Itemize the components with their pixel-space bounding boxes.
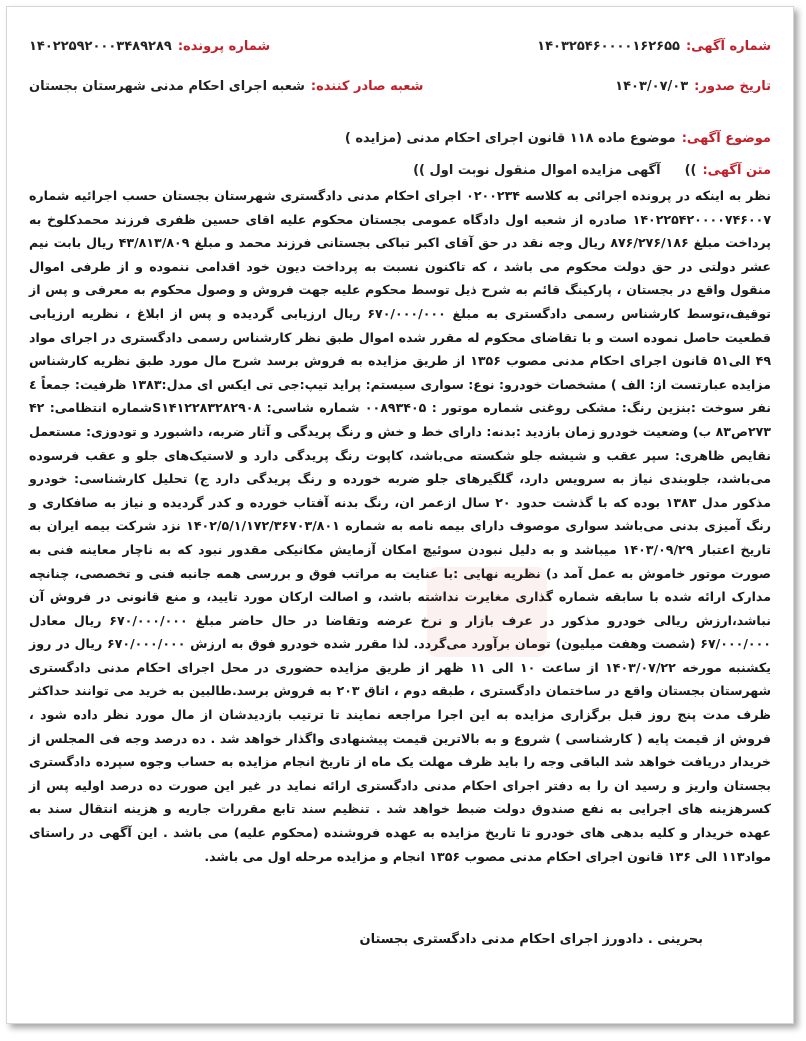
text-header-field (413, 163, 771, 178)
case-number: ۱۴۰۲۲۵۹۲۰۰۰۳۴۸۹۲۸۹ (29, 39, 172, 54)
notice-number-label: شماره آگهی: (685, 39, 771, 54)
issue-date-field (615, 79, 771, 94)
issuing-branch: شعبه اجرای احکام مدنی شهرستان بجستان (29, 79, 305, 94)
subject-row (29, 131, 771, 146)
issue-date-label: تاریخ صدور: (694, 79, 771, 94)
notice-number: ۱۴۰۳۲۵۴۶۰۰۰۰۱۶۲۶۵۵ (537, 39, 680, 54)
issuing-branch-label: شعبه صادر کننده: (310, 79, 424, 94)
signature: بحرینی . دادورز اجرای احکام مدنی دادگستری بجستان (359, 932, 703, 947)
case-number-label: شماره پرونده: (177, 39, 271, 54)
header-row-numbers (29, 39, 771, 54)
header-row-date-branch (29, 79, 771, 94)
notice-number-field (537, 39, 771, 54)
watermark-logo (427, 567, 547, 657)
notice-body: نظر به اینکه در پرونده اجرائی به کلاسه ۰۲۰۰۲۳۴ اجرای احکام مدنی دادگستری شهرستان بجستان حسب اجرائیه شماره ۱۴۰۲۲۵۴۲۰۰۰۰۷۴۶۰۰۷ صادره از شعبه اول دادگاه عمومی بجستان محکوم علیه اقای حسین ظفری فرزند محمدکلوخ به پرداخت مبلغ ۸۷۶/۲۷۶/۱۸۶ ریال وجه نقد در حق آقای اکبر تباکی بجستانی فرزند محمد و مبلغ ۴۳/۸۱۳/۸۰۹ ریال بابت نیم عشر دولتی در حق دولت محکوم می باشد ، که تاکنون نسبت به پرداخت دیون خود اقدامی ننموده و از طرفی اموال منقول واقع در بجستان ، پارکینگ قائم به شرح ذیل توسط محکوم علیه جهت فروش و وصول محکوم به معرفی و پس از توقیف،توسط کارشناس رسمی دادگستری به مبلغ ۶۷۰/۰۰۰/۰۰۰ ریال ارزیابی گردیده و پس از ابلاغ ، نظریه ارزیابی قطعیت حاصل نموده است و با تقاضای محکوم له مقرر شده اموال طبق نظر کارشناس رسمی دادگستری در اجرای مواد ۴۹ الی۵۱ قانون اجرای احکام مدنی مصوب ۱۳۵۶ از طریق مزایده به فروش برسد شرح مال مورد طبق نظریه کارشناس مزایده عبارتست از: الف ) مشخصات خودرو: نوع: سواری سیستم: پراید تیپ:جی تی ایکس ای مدل:۱۳۸۳ ظرفیت: جمعاً ٤ نفر سوخت :بنزین رنگ: مشکی روغنی شماره موتور : ۰۰۸۹۳۴۰۵ شماره شاسی: S۱۴۱۲۲۸۳۲۸۲۹۰۸شماره انتظامی: ۴۲ ۲۷۳ص۸۳ ب) وضعیت خودرو زمان بازدید :بدنه: دارای خط و خش و رنگ پریدگی و آثار ضربه، داشبورد و تودوزی: مستعمل نقایص ظاهری: سپر عقب و شیشه جلو شکسته می‌باشد، کاپوت رنگ پریدگی دارد و لاستیک‌های جلو و عقب فرسوده می‌باشد، جلوبندی نیاز به سرویس دارد، گلگیرهای جلو ضربه خورده و رنگ پریدگی دارد ج) تحلیل کارشناسی: خودرو مذکور مدل ۱۳۸۳ بوده که با گذشت حدود ۲۰ سال ازعمر ان، رنگ بدنه آفتاب خورده و کدر گردیده و نیاز به صافکاری و رنگ آمیزی بدنی می‌باشد سواری موصوف دارای بیمه نامه به شماره ۱۴۰۲/۵/۱/۱۷۲/۳۶۷۰۳/۸۰۱ نزد شرکت بیمه ایران به تاریخ اعتبار ۱۴۰۳/۰۹/۲۹ میباشد و به دلیل نبودن سوئیچ امکان آزمایش مکانیکی مقدور نبود که به ناچار معاینه فنی به صورت موتور خاموش به عمل آمد د) نظریه نهایی :با عنایت به مراتب فوق و بررسی همه جانبه فنی و تخصصی، چنانچه مدارک ارائه شده با سابقه شماره گذاری مغایرت نداشته باشد، و اصالت ارکان مورد تایید، و منع قانونی در فروش آن نباشد،ارزش ریالی خودرو مذکور در عرف بازار و نرخ عرضه وتقاضا در حال حاضر مبلغ ۶۷۰/۰۰۰/۰۰۰ ریال معادل ۶۷/۰۰۰/۰۰۰ (شصت وهفت میلیون) تومان برآورد می‌گردد. لذا مقرر شده خودرو فوق به ارزش ۶۷۰/۰۰۰/۰۰۰ ریال در روز یکشنبه مورخه ۱۴۰۳/۰۷/۲۲ از ساعت ۱۰ الی ۱۱ ظهر از طریق مزایده حضوری در محل اجرای احکام مدنی دادگستری شهرستان بجستان واقع در ساختمان دادگستری ، طبقه دوم ، اتاق ۲۰۳ به فروش برسد.طالبین به خرید می توانند حداکثر ظرف مدت پنج روز قبل برگزاری مزایده به این اجرا مراجعه نمایند تا ترتیب بازدیدشان از مال مورد نظر داده شود ، فروش از قیمت پایه ( کارشناسی ) شروع و به بالاترین قیمت پیشنهادی واگذار خواهد شد . ده درصد وجه فی المجلس از خریدار دریافت خواهد شد الباقی وجه را باید ظرف مهلت یک ماه از تاریخ انجام مزایده به حساب وجوه سپرده دادگستری بجستان واریز و رسید ان را به دفتر اجرای احکام مدنی دادگستری ارائه نماید در غیر این صورت ده درصد اولیه پس از کسرهزینه های اجرایی به نفع صندوق دولت ضبط خواهد شد . تنظیم سند تابع مقررات جاریه و هزینه انتقال سند به عهده خریدار و کلیه بدهی های خودرو تا تاریخ مزایده به عهده فروشنده (محکوم علیه) می باشد . این آگهی در راستای مواد۱۱۳ الی ۱۳۶ قانون اجرای احکام مدنی مصوب ۱۳۵۶ انجام و مزایده مرحله اول می باشد. (29, 188, 772, 864)
subject-label: موضوع آگهی: (681, 131, 771, 146)
text-label: متن آگهی: (702, 163, 771, 178)
subject-field (345, 131, 771, 146)
case-number-field (29, 39, 270, 54)
issue-date: ۱۴۰۳/۰۷/۰۳ (615, 79, 689, 94)
notice-title: آگهی مزایده اموال منقول نوبت اول )) (413, 163, 661, 178)
issuing-branch-field (29, 79, 423, 94)
text-header-row (29, 163, 771, 178)
text-open-paren: )) (684, 163, 697, 178)
notice-frame (6, 6, 794, 1024)
subject-value: موضوع ماده ۱۱۸ قانون اجرای احکام مدنی (مزایده ) (344, 131, 676, 146)
